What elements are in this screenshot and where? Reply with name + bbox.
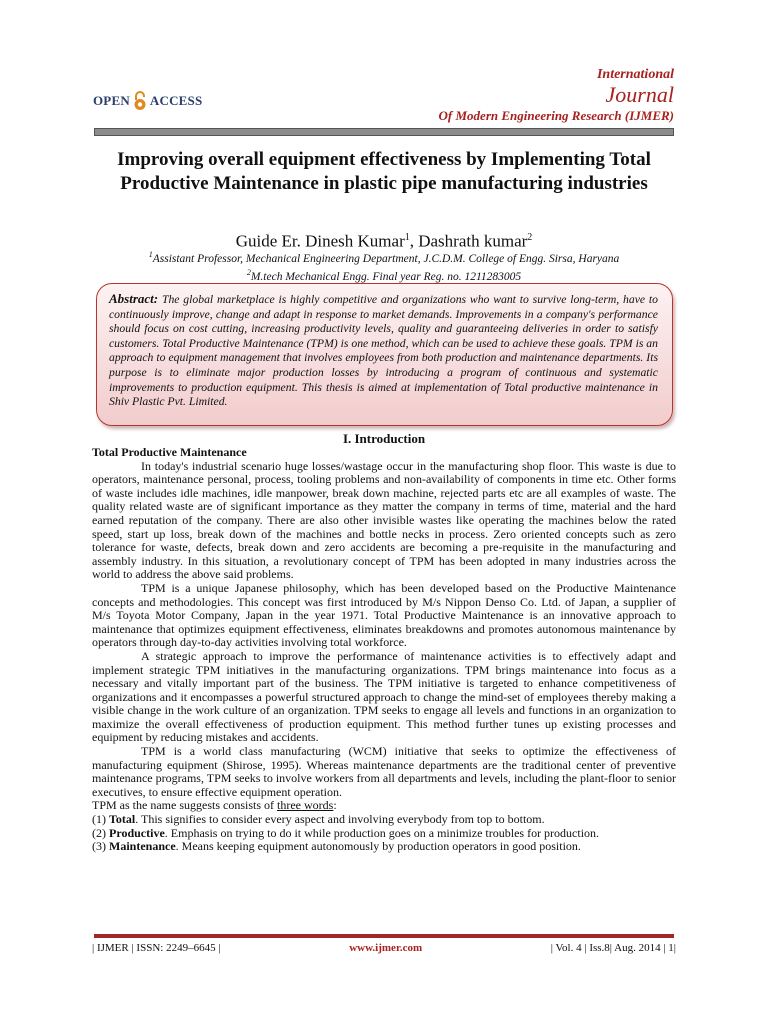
open-access-right: ACCESS — [149, 93, 203, 108]
affiliation-2-sup: 2 — [246, 267, 251, 277]
open-lock-icon — [133, 91, 147, 111]
subsection-heading: Total Productive Maintenance — [92, 445, 247, 459]
list-item-term: Productive — [109, 825, 165, 840]
footer-issn: | IJMER | ISSN: 2249–6645 | — [92, 942, 221, 954]
footer-divider — [94, 934, 674, 938]
journal-line2: Journal — [605, 82, 674, 107]
affiliation-1-sup: 1 — [148, 250, 153, 259]
list-item-num: (2) — [92, 825, 109, 840]
page-footer — [92, 942, 676, 954]
affiliations — [84, 248, 684, 284]
list-item-num: (1) — [92, 812, 109, 827]
affiliation-1-text: Assistant Professor, Mechanical Engineering Department, J.C.D.M. College of Engg. Sirsa, Haryana — [152, 252, 620, 265]
footer-website-link[interactable]: www.ijmer.com — [349, 942, 423, 954]
list-item-desc: . Means keeping equipment autonomously by production operators in good position. — [175, 839, 581, 854]
section-heading: I. Introduction — [342, 431, 426, 446]
journal-header — [92, 66, 676, 136]
journal-name — [439, 66, 674, 126]
abstract-box — [96, 283, 673, 426]
paper-title: Improving overall equipment effectiveness by Implementing Total Productive Maintenance in plastic pipe manufacturing industries — [117, 149, 651, 194]
author-separator: , — [409, 231, 419, 251]
p5-underlined: three words — [277, 798, 334, 813]
open-access-left: OPEN — [93, 93, 130, 108]
affiliation-2 — [84, 266, 684, 284]
paragraph-1: In today's industrial scenario huge losses/wastage occur in the manufacturing shop floor. This waste is due to operators, maintenance personal, process, tooling problems and non-availability of components in time etc. Other forms of waste includes idle machines, idle manpower, break down machine, rejected parts etc are all examples of waste. The quality related waste are of significant importance as they matter the company in terms of time, material and the hard earned reputation of the company. There are also other invisible wastes like operating the machines below the rated speed, start up loss, break down of the machines and bottle necks in process. Zero oriented concepts such as zero tolerance for waste, defects, break down and zero accidents are becoming a pre-requisite in the manufacturing and assembly industry. In this situation, a revolutionary concept of TPM has been adopted in many industries across the world to address the above said problems. — [92, 458, 676, 582]
p5-suffix: : — [333, 798, 337, 813]
journal-line1: International — [596, 67, 674, 82]
list-item-term: Maintenance — [109, 839, 176, 854]
p5-prefix: TPM as the name suggests consists of — [92, 798, 277, 813]
author-2-sup: 2 — [527, 232, 533, 243]
list-item — [92, 827, 676, 841]
abstract-label: Abstract: — [109, 291, 159, 306]
list-item — [92, 840, 676, 854]
abstract-text: The global marketplace is highly competitive and organizations who want to survive long-term, have to continuously improve, change and adapt in response to market demands. Improvements in a company's performance should focus on cost cutting, increasing productivity levels, quality and guaranteeing deliveries in order to satisfy customers. Total Productive Maintenance (TPM) is one method, which can be used to achieve these goals. TPM is an approach to equipment management that involves employees from both production and maintenance departments. Its purpose is to eliminate major production losses by introducing a program of continuous and systematic improvements to production equipment. This thesis is aimed at implementation of Total productive maintenance in Shiv Plastic Pvt. Limited. — [109, 293, 659, 409]
author-1: Guide Er. Dinesh Kumar — [235, 231, 405, 251]
header-divider — [94, 128, 674, 136]
list-item-term: Total — [109, 812, 136, 827]
author-2: Dashrath kumar — [418, 231, 528, 251]
list-item-num: (3) — [92, 839, 109, 854]
footer-volume: | Vol. 4 | Iss.8| Aug. 2014 | 1| — [550, 942, 676, 954]
paragraph-5 — [92, 799, 676, 813]
list-item-desc: . This signifies to consider every aspect and involving everybody from top to bottom. — [135, 812, 545, 827]
paragraph-2: TPM is a unique Japanese philosophy, which has been developed based on the Productive Maintenance concepts and methodologies. This concept was first introduced by M/s Nippon Denso Co. Ltd. of Japan, a supplier of M/s Toyota Motor Company, Japan in the year 1971. Total Productive Maintenance is an innovative approach to maintenance that optimizes equipment effectiveness, eliminates breakdowns and promotes autonomous maintenance by operators through day-to-day activities involving total workforce. — [92, 580, 676, 650]
author-1-sup: 1 — [404, 232, 410, 243]
list-item-desc: . Emphasis on trying to do it while production goes on a minimize troubles for production. — [164, 825, 600, 840]
open-access-logo — [93, 91, 202, 111]
list-item — [92, 813, 676, 827]
body-text — [92, 446, 676, 854]
affiliation-1 — [84, 248, 684, 266]
paragraph-3: A strategic approach to improve the performance of maintenance activities is to effectively adapt and implement strategic TPM initiatives in the manufacturing organizations. TPM brings maintenance into focus as a necessary and vitally important part of the business. The TPM initiative is targeted to enhance competitiveness of organizations and it encompasses a powerful structured approach to change the mind-set of employees thereby making a visible change in the work culture of an organization. TPM seeks to engage all levels and functions in an organization to maximize the overall effectiveness of production equipment. This method further tunes up existing processes and equipment by reducing mistakes and accidents. — [92, 648, 676, 745]
paragraph-4: TPM is a world class manufacturing (WCM) initiative that seeks to optimize the effectiveness of manufacturing equipment (Shirose, 1995). Whereas maintenance departments are the traditional center of preventive maintenance programs, TPM seeks to involve workers from all departments and levels, including the plant-floor to senior executives, to ensure effective equipment operation. — [92, 744, 676, 799]
affiliation-2-text: M.tech Mechanical Engg. Final year Reg. no. 1211283005 — [250, 270, 522, 283]
journal-line3: Of Modern Engineering Research (IJMER) — [438, 108, 674, 123]
